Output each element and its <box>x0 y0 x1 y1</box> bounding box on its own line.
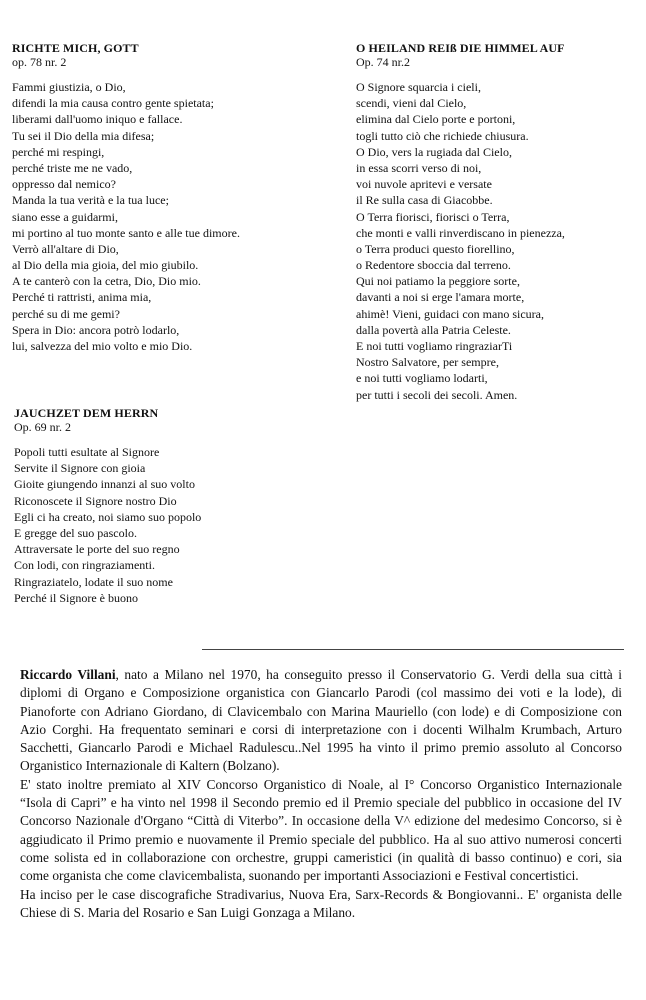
verse-line: Con lodi, con ringraziamenti. <box>14 558 155 573</box>
verse-line: O Terra fiorisci, fiorisci o Terra, <box>356 209 510 224</box>
verse-line: Spera in Dio: ancora potrò lodarlo, <box>12 322 180 337</box>
bio-paragraph: E' stato inoltre premiato al XIV Concorso Organistico di Noale, al I° Concorso Organistico Internazionale “Isola di Capri” e ha vinto nel 1998 il Secondo premio ed il Premio speciale del pubblico in occasione del IV Concorso Nazionale d'Organo “Città di Viterbo”. In occasione della V^ edizione del medesimo Concorso, si è aggiudicato il Primo premio e nuovamente il Premio speciale del pubblico. Ha al suo attivo numerosi concerti come solista ed in collaborazione con orchestre, gruppi cameristici (in qualità di basso continuo) e cori, sia come organista che come clavicembalista, suonando per importanti Associazioni e Festival concertistici. <box>20 776 622 884</box>
verse-line: Popoli tutti esultate al Signore <box>14 445 160 459</box>
verse-line: o Terra produci questo fiorellino, <box>356 241 515 256</box>
verse-line: voi nuvole apritevi e versate <box>356 177 492 192</box>
verse-line: elimina dal Cielo porte e portoni, <box>356 112 516 127</box>
verse-line: perché su di me gemi? <box>12 306 120 321</box>
bio-paragraph: Ha inciso per le case discografiche Stradivarius, Nuova Era, Sarx-Records & Bongiovanni.. E' organista delle Chiese di S. Maria del Rosario e San Luigi Gonzaga a Milano. <box>20 886 622 920</box>
verse-line: oppresso dal nemico? <box>12 177 116 192</box>
verse-line: e noi tutti vogliamo lodarti, <box>356 371 488 386</box>
song-opus: op. 78 nr. 2 <box>12 55 67 69</box>
verse-line: Egli ci ha creato, noi siamo suo popolo <box>14 509 202 524</box>
song-title: JAUCHZET DEM HERRN <box>14 406 159 420</box>
verse-line: Servite il Signore con gioia <box>14 461 146 476</box>
verse-line: perché triste me ne vado, <box>12 160 133 175</box>
verse-line: Gioite giungendo innanzi al suo volto <box>14 477 195 492</box>
verse-line: Perché ti rattristi, anima mia, <box>12 290 152 305</box>
verse-line: E noi tutti vogliamo ringraziarTi <box>356 339 513 353</box>
verse-line: Fammi giustizia, o Dio, <box>12 80 126 94</box>
verse-line: Qui noi patiamo la peggiore sorte, <box>356 274 520 289</box>
song-o-heiland <box>356 41 565 403</box>
verse-line: liberami dall'uomo iniquo e fallace. <box>12 112 183 127</box>
verse-line: mi portino al tuo monte santo e alle tue dimore. <box>12 225 240 240</box>
biography <box>20 666 622 922</box>
song-text <box>356 79 565 403</box>
verse-line: togli tutto ciò che richiede chiusura. <box>356 128 529 143</box>
verse-line: Manda la tua verità e la tua luce; <box>12 193 169 208</box>
verse-line: A te canterò con la cetra, Dio, Dio mio. <box>12 274 201 289</box>
verse-line: Tu sei il Dio della mia difesa; <box>12 128 155 143</box>
song-opus: Op. 69 nr. 2 <box>14 420 71 434</box>
verse-line: Ringraziatelo, lodate il suo nome <box>14 574 173 589</box>
song-text <box>12 79 240 354</box>
song-jauchzet-dem-herrn <box>14 406 201 606</box>
song-richte-mich-gott <box>12 41 240 354</box>
bio-paragraph <box>20 666 622 776</box>
verse-line: il Re sulla casa di Giacobbe. <box>356 193 493 208</box>
verse-line: E gregge del suo pascolo. <box>14 525 137 540</box>
verse-line: siano esse a guidarmi, <box>12 209 118 224</box>
verse-line: scendi, vieni dal Cielo, <box>356 96 467 111</box>
song-opus: Op. 74 nr.2 <box>356 55 410 69</box>
verse-line: davanti a noi si erge l'amara morte, <box>356 290 525 305</box>
verse-line: difendi la mia causa contro gente spietata; <box>12 96 214 111</box>
verse-line: Attraversate le porte del suo regno <box>14 542 180 557</box>
verse-line: in essa scorri verso di noi, <box>356 160 482 175</box>
verse-line: lui, salvezza del mio volto e mio Dio. <box>12 339 193 353</box>
verse-line: per tutti i secoli dei secoli. Amen. <box>356 387 518 402</box>
verse-line: perché mi respingi, <box>12 144 105 159</box>
section-divider <box>202 649 624 650</box>
song-text <box>14 444 201 606</box>
verse-line: Perché il Signore è buono <box>14 590 138 605</box>
verse-line: o Redentore sboccia dal terreno. <box>356 258 511 273</box>
verse-line: al Dio della mia gioia, del mio giubilo. <box>12 258 199 273</box>
song-title: RICHTE MICH, GOTT <box>12 41 139 55</box>
bio-name: Riccardo Villani <box>20 667 116 682</box>
bio-text: , nato a Milano nel 1970, ha conseguito presso il Conservatorio G. Verdi della sua città i diplomi di Organo e Composizione organistica con Giancarlo Parodi (col massimo dei voti e la lode), di Pianoforte con Adriano Giordano, di Clavicembalo con Marina Mauriello (con lode) e di Composizione con Azio Corghi. Ha frequentato seminari e corsi di interpretazione con i docenti Wilhalm Krumbach, Arturo Sacchetti, Giancarlo Parodi e Michael Radulescu..Nel 1995 ha vinto il primo premio assoluto al Concorso Organistico Internazionale di Kaltern (Bolzano). <box>20 667 622 774</box>
verse-line: ahimè! Vieni, guidaci con mano sicura, <box>356 306 544 321</box>
verse-line: Riconoscete il Signore nostro Dio <box>14 493 177 508</box>
verse-line: Verrò all'altare di Dio, <box>12 241 119 256</box>
song-title: O HEILAND REIß DIE HIMMEL AUF <box>356 41 565 55</box>
verse-line: O Signore squarcia i cieli, <box>356 80 481 94</box>
verse-line: O Dio, vers la rugiada dal Cielo, <box>356 144 512 159</box>
verse-line: che monti e valli rinverdiscano in pienezza, <box>356 225 565 240</box>
verse-line: dalla povertà alla Patria Celeste. <box>356 322 511 337</box>
verse-line: Nostro Salvatore, per sempre, <box>356 355 499 370</box>
